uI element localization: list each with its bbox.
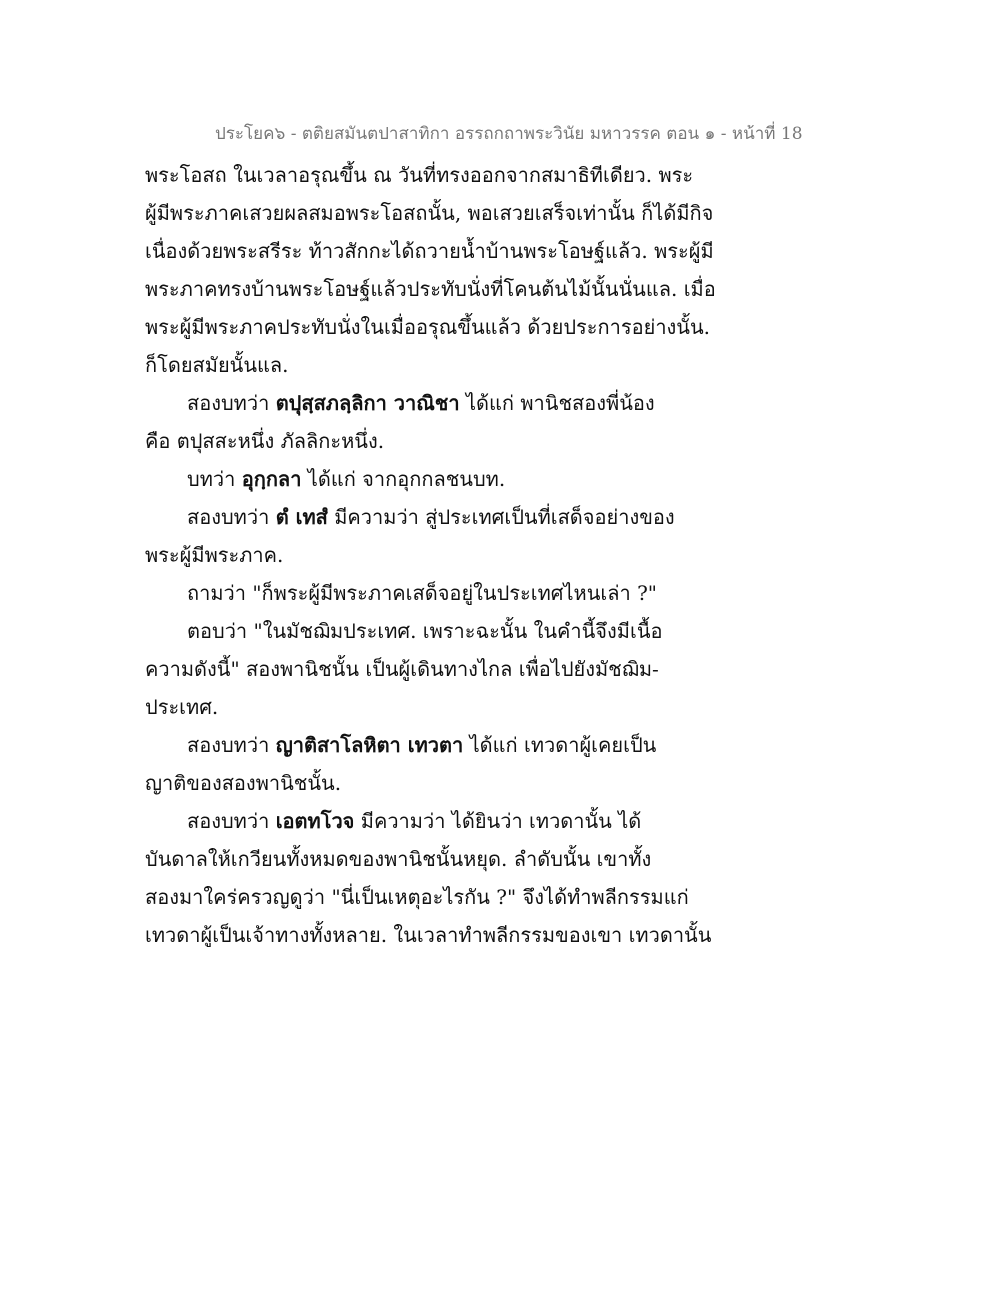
running-header: ประโยค๖ - ตติยสมันตปาสาทิกา อรรถกถาพระวินัย มหาวรรค ตอน ๑ - หน้าที่ 18 [215, 124, 803, 144]
text-run: สองบทว่า [187, 391, 276, 415]
text-run: สองบทว่า [187, 809, 276, 833]
body-text [145, 156, 725, 954]
text-line: พระภาคทรงบ้านพระโอษฐ์แล้วประทับนั่งที่โคนต้นไม้นั้นนั่นแล. เมื่อ [145, 277, 716, 301]
text-line: สองมาใคร่ครวญดูว่า "นี่เป็นเหตุอะไรกัน ?" จึงได้ทำพลีกรรมแก่ [145, 885, 689, 909]
paragraph-start: ตอบว่า "ในมัชฌิมประเทศ. เพราะฉะนั้น ในคำนี้จึงมีเนื้อ [187, 619, 663, 643]
pali-term: อุกฺกลา [241, 467, 302, 491]
text-run: ได้แก่ จากอุกกลชนบท. [301, 467, 506, 491]
text-line: เนื่องด้วยพระสรีระ ท้าวสักกะได้ถวายน้ำบ้านพระโอษฐ์แล้ว. พระผู้มี [145, 239, 714, 263]
text-run: มีความว่า สู่ประเทศเป็นที่เสด็จอย่างของ [327, 505, 675, 529]
text-run: สองบทว่า [187, 505, 276, 529]
text-line: พระผู้มีพระภาค. [145, 543, 284, 567]
paragraph-start: ถามว่า "ก็พระผู้มีพระภาคเสด็จอยู่ในประเทศไหนเล่า ?" [187, 581, 658, 605]
text-line: เทวดาผู้เป็นเจ้าทางทั้งหลาย. ในเวลาทำพลีกรรมของเขา เทวดานั้น [145, 923, 712, 947]
text-line: ก็โดยสมัยนั้นแล. [145, 353, 289, 377]
pali-term: ตํ เทสํ [275, 505, 328, 529]
paragraph-start [145, 498, 725, 536]
pali-term: เอตทโวจ [275, 809, 355, 833]
text-run: ได้แก่ พานิชสองพี่น้อง [459, 391, 655, 415]
text-line: พระโอสถ ในเวลาอรุณขึ้น ณ วันที่ทรงออกจากสมาธิทีเดียว. พระ [145, 163, 694, 187]
text-run: ได้แก่ เทวดาผู้เคยเป็น [463, 733, 657, 757]
paragraph-start [145, 384, 725, 422]
text-line: พระผู้มีพระภาคประทับนั่งในเมื่ออรุณขึ้นแล้ว ด้วยประการอย่างนั้น. [145, 315, 711, 339]
text-line: บันดาลให้เกวียนทั้งหมดของพานิชนั้นหยุด. ลำดับนั้น เขาทั้ง [145, 847, 652, 871]
paragraph-start [145, 802, 725, 840]
text-run: มีความว่า ได้ยินว่า เทวดานั้น ได้ [354, 809, 642, 833]
text-run: บทว่า [187, 467, 242, 491]
text-line: ความดังนี้" สองพานิชนั้น เป็นผู้เดินทางไกล เพื่อไปยังมัชฌิม- [145, 657, 659, 681]
text-line: คือ ตปุสสะหนึ่ง ภัลลิกะหนึ่ง. [145, 429, 385, 453]
text-run: สองบทว่า [187, 733, 276, 757]
text-line: ผู้มีพระภาคเสวยผลสมอพระโอสถนั้น, พอเสวยเสร็จเท่านั้น ก็ได้มีกิจ [145, 201, 714, 225]
paragraph-start [145, 726, 725, 764]
text-line: ประเทศ. [145, 695, 219, 719]
pali-term: ตปุสฺสภลฺลิกา วาณิชา [275, 391, 460, 415]
pali-term: ญาติสาโลหิตา เทวตา [275, 733, 464, 757]
text-line: ญาติของสองพานิชนั้น. [145, 771, 342, 795]
paragraph-start [145, 460, 725, 498]
